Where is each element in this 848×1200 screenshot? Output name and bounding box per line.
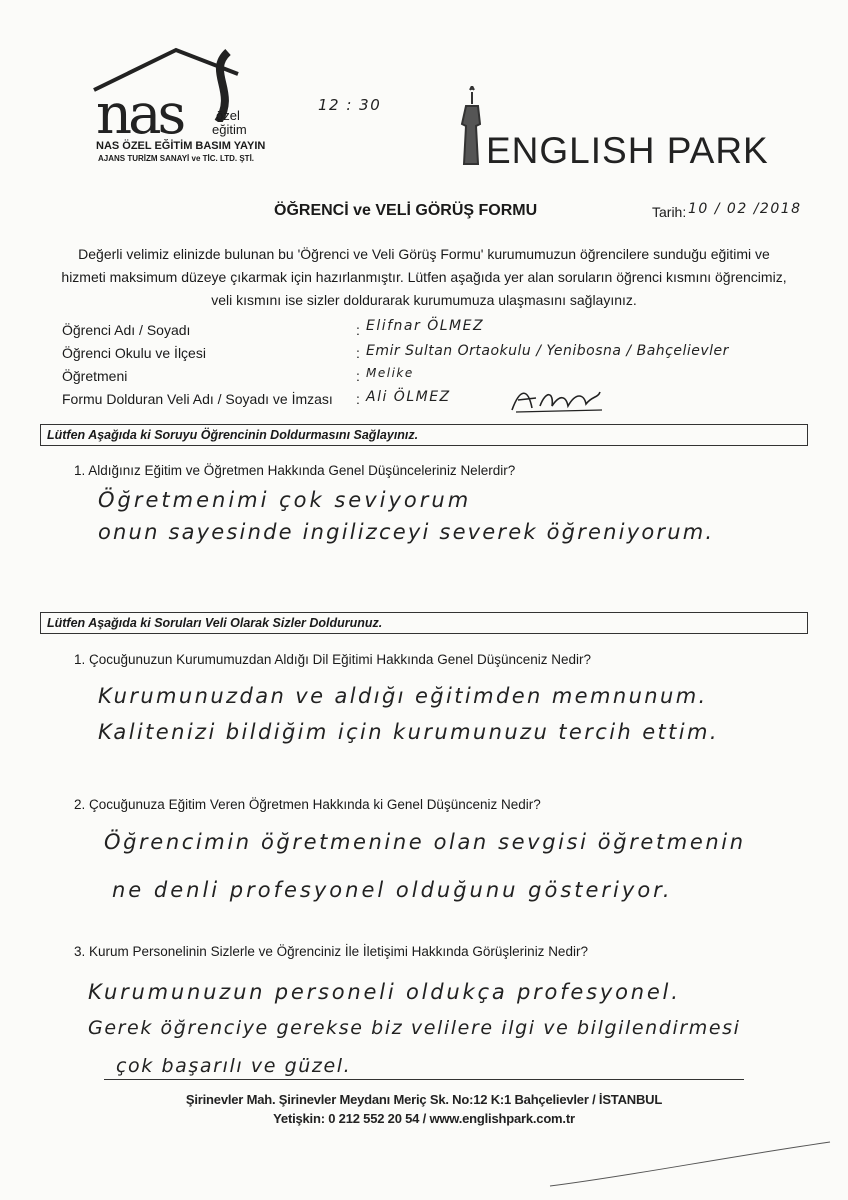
parent-question-2: 2. Çocuğunuza Eğitim Veren Öğretmen Hakkında ki Genel Düşünceniz Nedir? [74, 797, 541, 812]
company-name: NAS ÖZEL EĞİTİM BASIM YAYIN [96, 140, 266, 152]
colon: : [356, 345, 360, 361]
brand-title: ENGLISH PARK [486, 130, 769, 171]
teacher-value: Melike [366, 366, 414, 380]
logo-ozel: özel [216, 108, 240, 123]
student-name-value: Elifnar ÖLMEZ [366, 318, 485, 334]
nas-logo [88, 42, 288, 172]
handwritten-time: 12 : 30 [318, 96, 382, 114]
company-subtitle: AJANS TURİZM SANAYİ ve TİC. LTD. ŞTİ. [98, 154, 255, 163]
student-question-1: 1. Aldığınız Eğitim ve Öğretmen Hakkında Genel Düşünceleriniz Nelerdir? [74, 463, 516, 478]
parent-answer-3-line-1: Kurumunuzun personeli oldukça profesyonel. [88, 980, 681, 1004]
colon: : [356, 391, 360, 407]
parent-answer-2-line-2: ne denli profesyonel olduğunu gösteriyor. [112, 878, 673, 902]
parent-section-heading: Lütfen Aşağıda ki Soruları Veli Olarak Sizler Doldurunuz. [47, 616, 383, 630]
parent-answer-1-line-2: Kalitenizi bildiğim için kurumunuzu tercih ettim. [98, 720, 719, 744]
parent-question-1: 1. Çocuğunuzun Kurumumuzdan Aldığı Dil Eğitimi Hakkında Genel Düşünceniz Nedir? [74, 652, 592, 667]
colon: : [356, 368, 360, 384]
pen-stroke-line [540, 1136, 840, 1196]
parent-answer-3-line-2: Gerek öğrenciye gerekse biz velilere ilgi ve bilgilendirmesi [88, 1017, 741, 1039]
student-section-heading: Lütfen Aşağıda ki Soruyu Öğrencinin Doldurmasını Sağlayınız. [47, 428, 419, 442]
student-name-label: Öğrenci Adı / Soyadı [62, 322, 191, 338]
footer-contact: Yetişkin: 0 212 552 20 54 / www.englishpark.com.tr [273, 1111, 575, 1126]
parent-value: Ali ÖLMEZ [366, 389, 451, 405]
parent-label: Formu Dolduran Veli Adı / Soyadı ve İmzası [62, 391, 333, 407]
parent-answer-2-line-1: Öğrencimin öğretmenine olan sevgisi öğretmenin [104, 830, 746, 854]
student-answer-1-line-1: Öğretmenimi çok seviyorum [98, 488, 472, 512]
colon: : [356, 322, 360, 338]
footer-address: Şirinevler Mah. Şirinevler Meydanı Meriç Sk. No:12 K:1 Bahçelievler / İSTANBUL [185, 1092, 663, 1107]
form-title: ÖĞRENCİ ve VELİ GÖRÜŞ FORMU [274, 202, 538, 219]
student-section-header [40, 424, 808, 446]
teacher-label: Öğretmeni [62, 368, 128, 384]
answer-underline [104, 1079, 744, 1080]
logo-mark: nas [96, 82, 183, 147]
date-value: 10 / 02 /2018 [688, 201, 802, 217]
student-answer-1-line-2: onun sayesinde ingilizceyi severek öğreniyorum. [98, 520, 715, 544]
parent-answer-1-line-1: Kurumunuzdan ve aldığı eğitimden memnunum. [98, 684, 708, 708]
intro-line-2: hizmeti maksimum düzeye çıkarmak için hazırlanmıştır. Lütfen aşağıda yer alan soruların öğrenci kısmını öğrencimiz, [61, 269, 787, 285]
intro-line-1: Değerli velimiz elinizde bulunan bu 'Öğrenci ve Veli Görüş Formu' kurumumuzun öğrencilere sunduğu eğitimi ve [78, 246, 770, 262]
parent-question-3: 3. Kurum Personelinin Sizlerle ve Öğrenciniz İle İletişimi Hakkında Görüşleriniz Nedir? [74, 944, 588, 959]
intro-line-3: veli kısmını ise sizler doldurarak kurumumuza ulaşmasını sağlayınız. [211, 292, 637, 308]
parent-section-header [40, 612, 808, 634]
date-label: Tarih: [652, 204, 687, 220]
logo-egitim: eğitim [212, 122, 247, 137]
signature-image [506, 384, 606, 414]
student-school-label: Öğrenci Okulu ve İlçesi [62, 345, 206, 361]
parent-answer-3-line-3: çok başarılı ve güzel. [116, 1055, 352, 1077]
student-school-value: Emir Sultan Ortaokulu / Yenibosna / Bahçelievler [366, 343, 729, 359]
